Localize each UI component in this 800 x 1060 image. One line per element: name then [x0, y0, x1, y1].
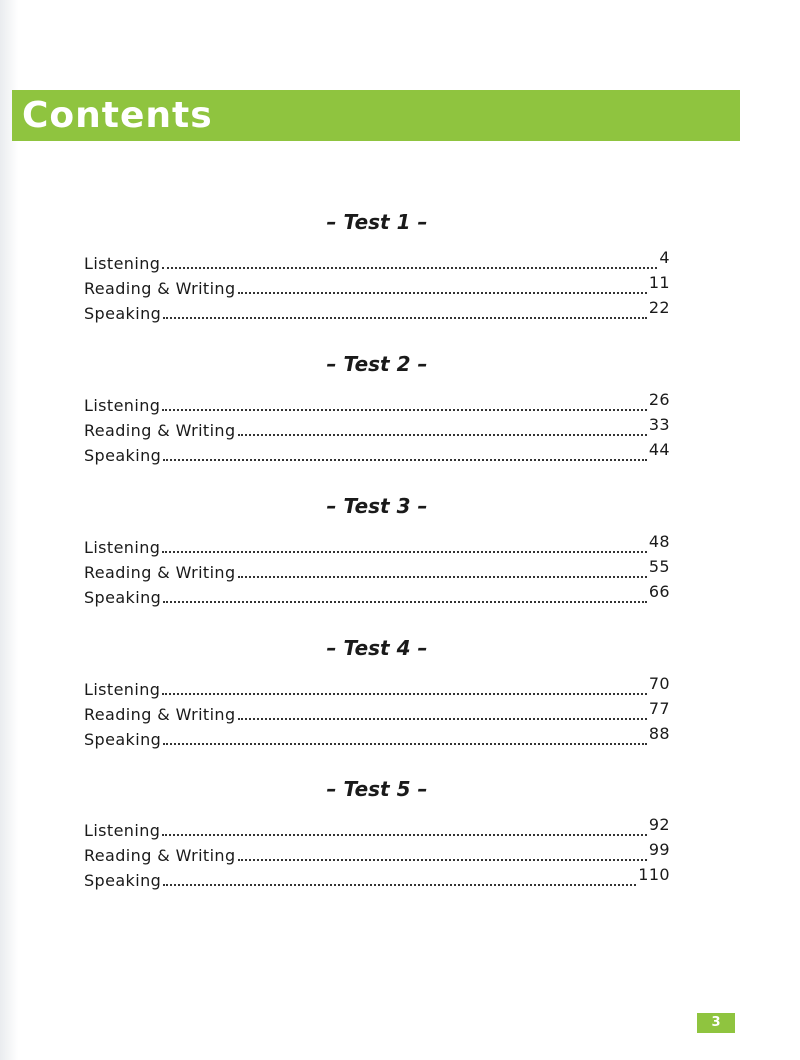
toc-entry-reading-writing[interactable] — [84, 842, 670, 866]
toc-entry-page: 66 — [648, 582, 670, 601]
dot-leader — [163, 884, 636, 886]
toc-entry-label: Listening — [84, 538, 161, 557]
toc-entry-speaking[interactable] — [84, 300, 670, 324]
test-5-heading: – Test 5 – — [326, 777, 428, 801]
dot-leader — [163, 459, 647, 461]
toc-entry-label: Listening — [84, 821, 161, 840]
toc-entry-speaking[interactable] — [84, 867, 670, 891]
toc-entry-listening[interactable] — [84, 392, 670, 416]
toc-entry-page: 22 — [648, 298, 670, 317]
toc-entry-label: Reading & Writing — [84, 563, 236, 582]
page-edge-shadow — [0, 0, 18, 1060]
toc-entry-page: 44 — [648, 440, 670, 459]
dot-leader — [238, 434, 647, 436]
toc-entry-reading-writing[interactable] — [84, 701, 670, 725]
dot-leader — [163, 601, 647, 603]
test-1-heading: – Test 1 – — [326, 210, 428, 234]
toc-entry-page: 11 — [648, 273, 670, 292]
dot-leader — [163, 743, 647, 745]
dot-leader — [162, 834, 647, 836]
dot-leader — [238, 576, 647, 578]
toc-entry-page: 92 — [648, 815, 670, 834]
toc-entry-label: Speaking — [84, 304, 162, 323]
toc-entry-speaking[interactable] — [84, 726, 670, 750]
test-3-heading: – Test 3 – — [326, 494, 428, 518]
toc-entry-page: 48 — [648, 532, 670, 551]
toc-entry-reading-writing[interactable] — [84, 559, 670, 583]
dot-leader — [238, 292, 647, 294]
toc-entry-listening[interactable] — [84, 534, 670, 558]
toc-entry-listening[interactable] — [84, 817, 670, 841]
dot-leader — [162, 409, 647, 411]
toc-entry-speaking[interactable] — [84, 442, 670, 466]
toc-entry-page: 70 — [648, 674, 670, 693]
toc-entry-speaking[interactable] — [84, 584, 670, 608]
toc-entry-page: 55 — [648, 557, 670, 576]
toc-entry-label: Reading & Writing — [84, 421, 236, 440]
toc-entry-label: Reading & Writing — [84, 705, 236, 724]
toc-entry-label: Listening — [84, 396, 161, 415]
dot-leader — [238, 718, 647, 720]
toc-entry-label: Listening — [84, 680, 161, 699]
dot-leader — [163, 317, 647, 319]
toc-entry-label: Speaking — [84, 446, 162, 465]
toc-entry-page: 26 — [648, 390, 670, 409]
dot-leader — [162, 693, 647, 695]
toc-entry-reading-writing[interactable] — [84, 417, 670, 441]
dot-leader — [238, 859, 647, 861]
toc-entry-listening[interactable] — [84, 676, 670, 700]
toc-entry-page: 99 — [648, 840, 670, 859]
toc-entry-label: Reading & Writing — [84, 846, 236, 865]
toc-entry-label: Reading & Writing — [84, 279, 236, 298]
toc-entry-page: 33 — [648, 415, 670, 434]
page-title: Contents — [22, 95, 213, 136]
dot-leader — [162, 551, 647, 553]
toc-entry-label: Listening — [84, 254, 161, 273]
toc-entry-label: Speaking — [84, 730, 162, 749]
toc-entry-page: 4 — [659, 248, 670, 267]
test-4-heading: – Test 4 – — [326, 636, 428, 660]
toc-entry-label: Speaking — [84, 871, 162, 890]
toc-entry-page: 77 — [648, 699, 670, 718]
toc-entry-label: Speaking — [84, 588, 162, 607]
toc-entry-reading-writing[interactable] — [84, 275, 670, 299]
toc-entry-page: 88 — [648, 724, 670, 743]
toc-entry-page: 110 — [638, 865, 670, 884]
dot-leader — [162, 267, 657, 269]
test-2-heading: – Test 2 – — [326, 352, 428, 376]
page-number-badge: 3 — [697, 1013, 735, 1033]
toc-entry-listening[interactable] — [84, 250, 670, 274]
